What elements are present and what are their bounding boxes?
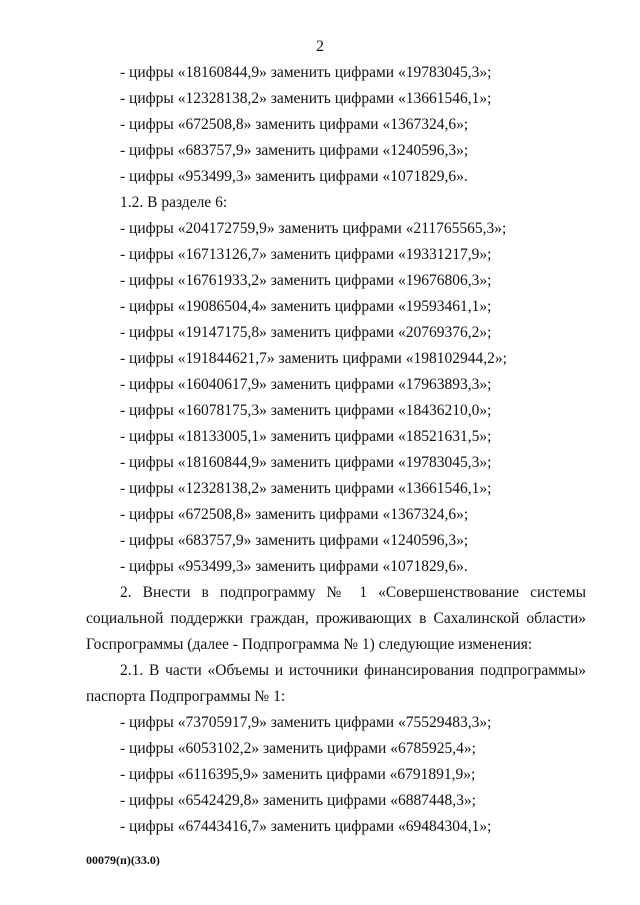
list-item: - цифры «16761933,2» заменить цифрами «19676806,3»;	[120, 272, 492, 289]
list-item: - цифры «16078175,3» заменить цифрами «18436210,0»;	[120, 402, 492, 419]
list-item: - цифры «191844621,7» заменить цифрами «198102944,2»;	[120, 350, 507, 367]
paragraph-2-1-line-2: паспорта Подпрограммы № 1:	[86, 688, 286, 705]
list-item: - цифры «672508,8» заменить цифрами «1367324,6»;	[120, 116, 469, 133]
list-item: - цифры «6542429,8» заменить цифрами «6887448,3»;	[120, 792, 476, 809]
document-code: 00079(п)(33.0)	[86, 853, 160, 867]
list-item: - цифры «683757,9» заменить цифрами «1240596,3»;	[120, 142, 469, 159]
list-item: - цифры «6053102,2» заменить цифрами «6785925,4»;	[120, 740, 476, 757]
list-item: - цифры «683757,9» заменить цифрами «1240596,3»;	[120, 532, 469, 549]
list-item: - цифры «16040617,9» заменить цифрами «17963893,3»;	[120, 376, 492, 393]
list-item: - цифры «18160844,9» заменить цифрами «19783045,3»;	[120, 64, 492, 81]
paragraph-2-1-line-1: 2.1. В части «Объемы и источники финансирования подпрограммы»	[120, 662, 586, 679]
paragraph-2-line-3: Госпрограммы (далее - Подпрограмма № 1) следующие изменения:	[86, 636, 533, 653]
section-heading: 1.2. В разделе 6:	[120, 194, 228, 211]
list-item: - цифры «19086504,4» заменить цифрами «19593461,1»;	[120, 298, 492, 315]
list-item: - цифры «18133005,1» заменить цифрами «18521631,5»;	[120, 428, 492, 445]
list-item: - цифры «6116395,9» заменить цифрами «6791891,9»;	[120, 766, 476, 783]
list-item: - цифры «19147175,8» заменить цифрами «20769376,2»;	[120, 324, 492, 341]
list-item: - цифры «18160844,9» заменить цифрами «19783045,3»;	[120, 454, 492, 471]
list-item: - цифры «12328138,2» заменить цифрами «13661546,1»;	[120, 480, 492, 497]
list-item: - цифры «73705917,9» заменить цифрами «75529483,3»;	[120, 714, 492, 731]
list-item: - цифры «12328138,2» заменить цифрами «13661546,1»;	[120, 90, 492, 107]
list-item: - цифры «953499,3» заменить цифрами «1071829,6».	[120, 168, 468, 185]
paragraph-2-line-1: 2. Внести в подпрограмму № 1 «Совершенствование системы	[120, 584, 586, 601]
list-item: - цифры «672508,8» заменить цифрами «1367324,6»;	[120, 506, 469, 523]
paragraph-2-line-2: социальной поддержки граждан, проживающих в Сахалинской области»	[86, 610, 586, 627]
list-item: - цифры «953499,3» заменить цифрами «1071829,6».	[120, 558, 468, 575]
list-item: - цифры «16713126,7» заменить цифрами «19331217,9»;	[120, 246, 492, 263]
list-item: - цифры «204172759,9» заменить цифрами «211765565,3»;	[120, 220, 507, 237]
page-number: 2	[316, 38, 324, 55]
list-item: - цифры «67443416,7» заменить цифрами «69484304,1»;	[120, 818, 492, 835]
